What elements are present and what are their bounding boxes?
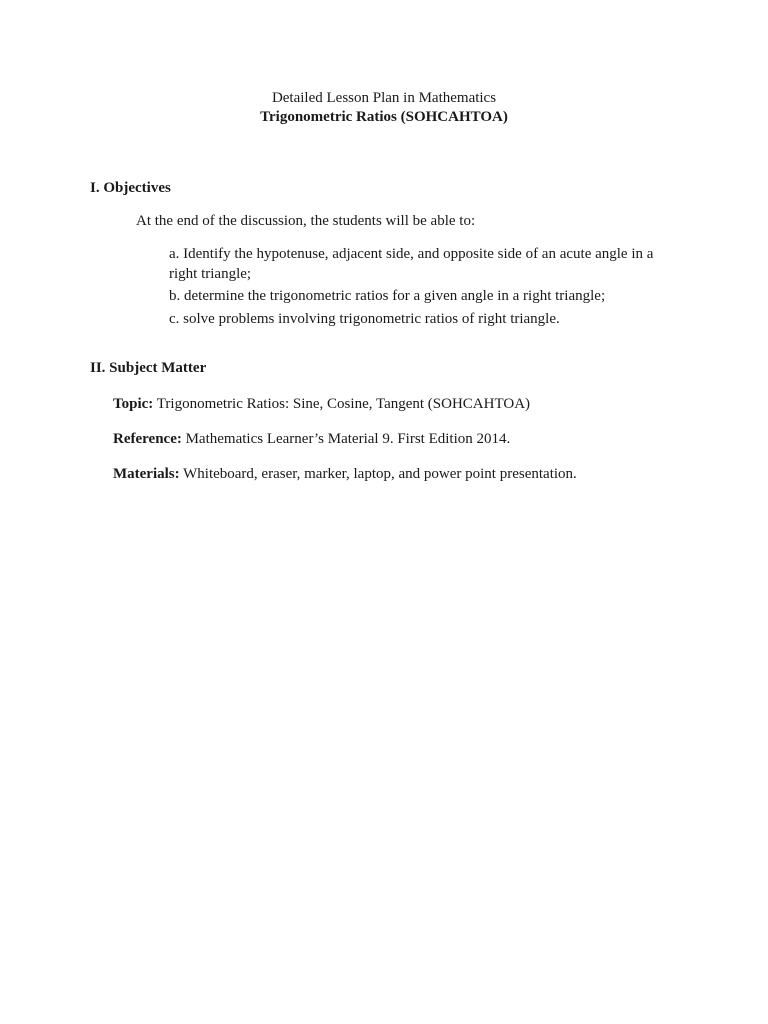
- reference-label: Reference:: [113, 431, 182, 447]
- objectives-heading: I. Objectives: [90, 180, 171, 196]
- reference-row: [113, 430, 510, 448]
- objective-item-a: a. Identify the hypotenuse, adjacent side, and opposite side of an acute angle in a right triangle;: [169, 246, 654, 282]
- materials-value: Whiteboard, eraser, marker, laptop, and power point presentation.: [179, 466, 577, 482]
- lesson-topic-title: Trigonometric Ratios (SOHCAHTOA): [260, 109, 508, 125]
- objective-item-b: b. determine the trigonometric ratios for a given angle in a right triangle;: [169, 288, 606, 304]
- materials-row: [113, 465, 577, 483]
- reference-value: Mathematics Learner’s Material 9. First Edition 2014.: [181, 431, 511, 447]
- subject-matter-heading: II. Subject Matter: [90, 360, 207, 376]
- topic-label: Topic:: [113, 396, 154, 412]
- topic-row: [113, 395, 530, 413]
- objectives-intro: At the end of the discussion, the students will be able to:: [136, 213, 476, 229]
- document-title: Detailed Lesson Plan in Mathematics: [271, 90, 497, 106]
- topic-value: Trigonometric Ratios: Sine, Cosine, Tangent (SOHCAHTOA): [153, 396, 531, 412]
- materials-label: Materials:: [113, 466, 180, 482]
- objective-item-c: c. solve problems involving trigonometric ratios of right triangle.: [169, 311, 560, 327]
